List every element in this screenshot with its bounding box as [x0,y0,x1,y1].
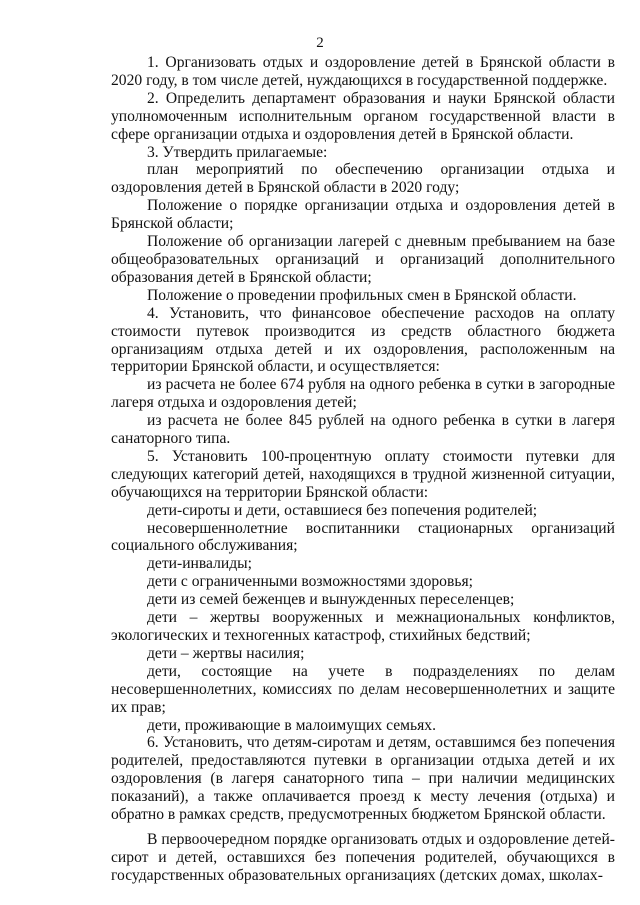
paragraph-3: 3. Утвердить прилагаемые: [147,143,328,161]
list-item-registered-minors: дети, состоящие на учете в подразделениях по делам несовершеннолетних, комиссиях по делам несовершеннолетних и защите их прав; [111,662,615,716]
document-body [111,54,615,885]
paragraph-1: 1. Организовать отдых и оздоровление детей в Брянской области в 2020 году, в том числе детей, нуждающихся в государственной поддержке. [111,54,615,89]
list-item-refugees: дети из семей беженцев и вынужденных переселенцев; [147,591,515,609]
page-number: 2 [316,35,324,51]
paragraph-plan: план мероприятий по обеспечению организации отдыха и оздоровления детей в Брянской области в 2020 году; [111,161,615,197]
paragraph-regulation-procedure: Положение о порядке организации отдыха и оздоровления детей в Брянской области; [111,197,615,233]
list-item-disabled-children: дети-инвалиды; [147,555,252,573]
paragraph-priority: В первоочередном порядке организовать отдых и оздоровление детей-сирот и детей, оставшихся без попечения родителей, обучающихся в государственных образовательных организациях (детских домах, школах- [111,830,615,884]
paragraph-4: 4. Установить, что финансовое обеспечение расходов на оплату стоимости путевок производится из средств областного бюджета организациям отдыха детей и их оздоровления, расположенным на территории Брянской области, и осуществляется: [111,304,615,376]
paragraph-rate-845: из расчета не более 845 рублей на одного ребенка в сутки в лагеря санаторного типа. [111,412,615,448]
list-item-conflict-victims: дети – жертвы вооруженных и межнациональных конфликтов, экологических и техногенных катастроф, стихийных бедствий; [111,609,615,644]
paragraph-rate-674: из расчета не более 674 рубля на одного ребенка в сутки в загородные лагеря отдыха и оздоровления детей; [111,376,615,412]
paragraph-regulation-profile-shifts: Положение о проведении профильных смен в Брянской области. [147,286,577,304]
list-item-low-income: дети, проживающие в малоимущих семьях. [147,716,436,734]
list-item-violence-victims: дети – жертвы насилия; [147,644,305,662]
paragraph-2: 2. Определить департамент образования и науки Брянской области уполномоченным исполнительным органом государственной власти в сфере организации отдыха и оздоровления детей в Брянской области. [111,89,615,143]
list-item-orphans: дети-сироты и дети, оставшиеся без попечения родителей; [147,501,538,519]
list-item-limited-health: дети с ограниченными возможностями здоровья; [147,573,473,591]
list-item-minor-residents: несовершеннолетние воспитанники стационарных организаций социального обслуживания; [111,519,615,555]
paragraph-6: 6. Установить, что детям-сиротам и детям, оставшимся без попечения родителей, предоставляются путевки в организации отдыха детей и их оздоровления (в лагеря санаторного типа – при наличии медицинских показаний), а также оплачивается проезд к месту лечения (отдыха) и обратно в рамках средств, предусмотренных бюджетом Брянской области. [111,734,615,824]
paragraph-5: 5. Установить 100-процентную оплату стоимости путевки для следующих категорий детей, находящихся в трудной жизненной ситуации, обучающихся на территории Брянской области: [111,447,615,501]
paragraph-regulation-day-camps: Положение об организации лагерей с дневным пребыванием на базе общеобразовательных организаций и организаций дополнительного образования детей в Брянской области; [111,233,615,286]
